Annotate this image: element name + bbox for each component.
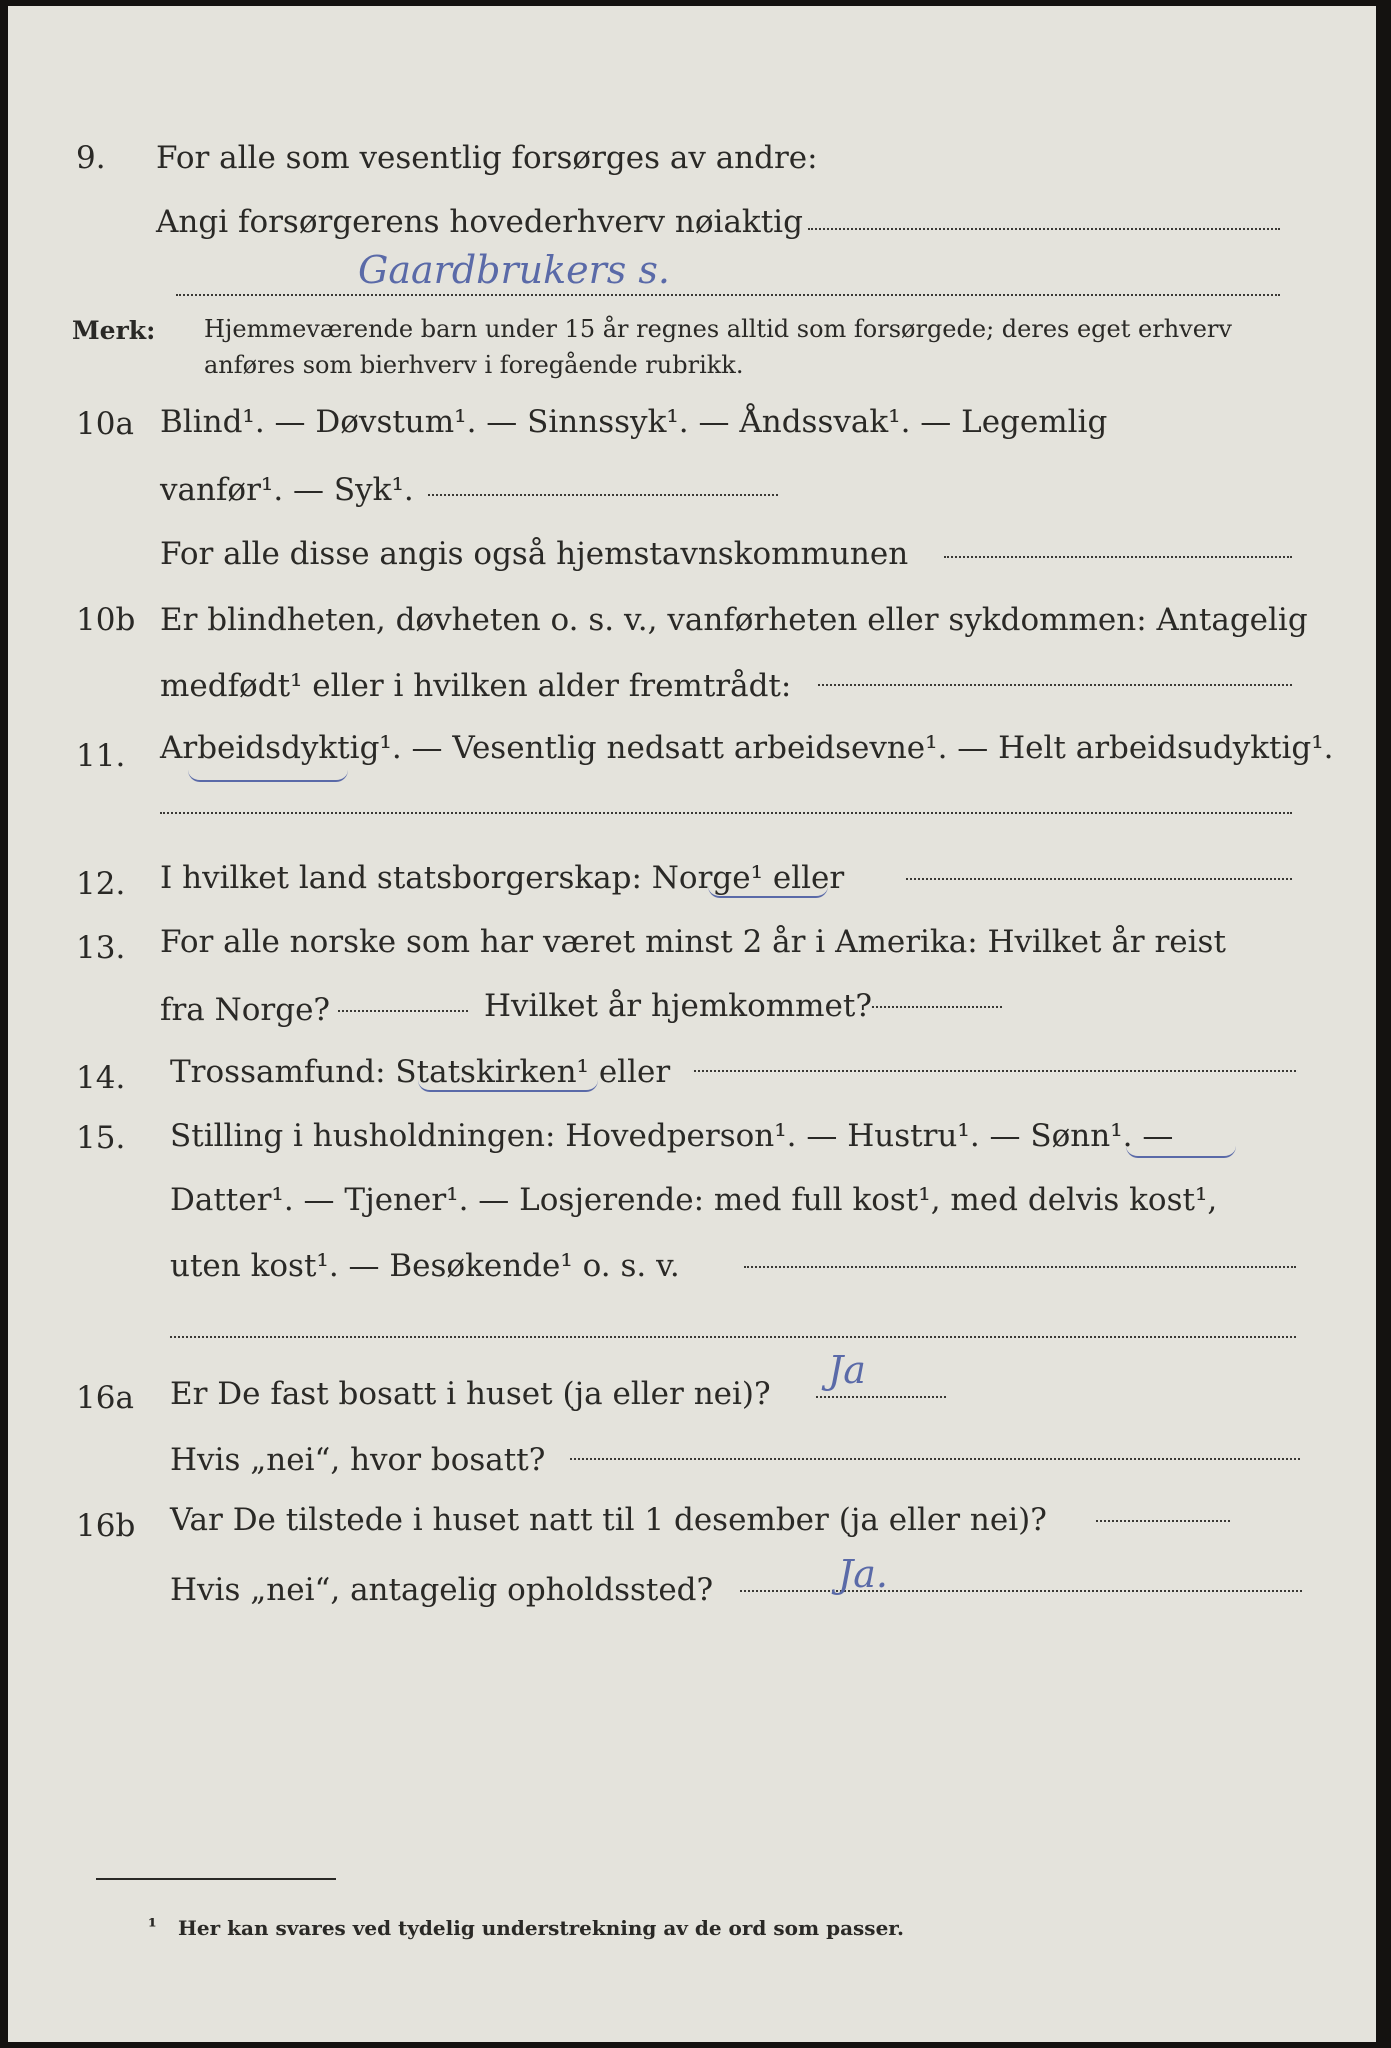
q16a-handwritten-answer: Ja xyxy=(828,1348,866,1392)
q16b-line2-dots xyxy=(740,1590,1302,1592)
q15-line3: uten kost¹. — Besøkende¹ o. s. v. xyxy=(170,1248,680,1284)
q16a-line1-dots xyxy=(816,1396,946,1398)
q15-line2: Datter¹. — Tjener¹. — Losjerende: med full kost¹, med delvis kost¹, xyxy=(170,1182,1218,1218)
q13-line2a: fra Norge? xyxy=(160,992,331,1028)
q11-number: 11. xyxy=(76,738,126,774)
q11-line1: Arbeidsdyktig¹. — Vesentlig nedsatt arbeidsevne¹. — Helt arbeidsudyktig¹. xyxy=(160,730,1334,766)
q10a-line2: vanfør¹. — Syk¹. xyxy=(160,472,414,508)
q11-answer-line xyxy=(160,812,1292,814)
q16b-number: 16b xyxy=(76,1508,136,1544)
q13-line2b-dots xyxy=(872,1006,1002,1008)
q9-line1: For alle som vesentlig forsørges av andre: xyxy=(156,140,818,176)
census-form-page xyxy=(8,6,1376,2042)
q16b-line1: Var De tilstede i huset natt til 1 desember (ja eller nei)? xyxy=(170,1502,1047,1538)
q14-line1-dots xyxy=(694,1070,1296,1072)
q16a-number: 16a xyxy=(76,1380,134,1416)
q9-handwritten-answer: Gaardbrukers s. xyxy=(358,248,670,292)
q16b-handwritten-answer: Ja. xyxy=(838,1552,888,1596)
footnote-marker: ¹ xyxy=(148,1914,157,1938)
q9-line2-dots xyxy=(808,228,1280,230)
q10b-line2: medfødt¹ eller i hvilken alder fremtrådt: xyxy=(160,668,792,704)
q16a-line2: Hvis „nei“, hvor bosatt? xyxy=(170,1442,546,1478)
q13-line2b: Hvilket år hjemkommet? xyxy=(484,988,872,1024)
q14-number: 14. xyxy=(76,1060,126,1096)
q15-answer-line xyxy=(170,1336,1296,1338)
q10a-number: 10a xyxy=(76,406,134,442)
q12-underline-mark xyxy=(708,886,828,898)
q10a-line3-dots xyxy=(944,556,1292,558)
q15-underline-mark xyxy=(1126,1146,1236,1158)
q9-line2: Angi forsørgerens hovederhverv nøiaktig xyxy=(156,204,803,240)
q13-number: 13. xyxy=(76,930,126,966)
q16b-line1-dots xyxy=(1096,1520,1230,1522)
q10b-number: 10b xyxy=(76,602,136,638)
q10a-line3: For alle disse angis også hjemstavnskommunen xyxy=(160,536,909,572)
q14-underline-mark xyxy=(418,1080,598,1092)
q13-line1: For alle norske som har været minst 2 år i Amerika: Hvilket år reist xyxy=(160,924,1226,960)
footnote-rule xyxy=(96,1878,336,1880)
q16a-line2-dots xyxy=(570,1458,1300,1460)
q14-line1: Trossamfund: Statskirken¹ eller xyxy=(170,1054,671,1090)
q10a-line2-dots xyxy=(428,494,778,496)
q12-line1-dots xyxy=(906,878,1292,880)
q15-number: 15. xyxy=(76,1120,126,1156)
q16a-line1: Er De fast bosatt i huset (ja eller nei)? xyxy=(170,1376,771,1412)
q10b-line2-dots xyxy=(818,684,1292,686)
footnote-text: Her kan svares ved tydelig understrekning av de ord som passer. xyxy=(178,1916,904,1940)
q16b-line2: Hvis „nei“, antagelig opholdssted? xyxy=(170,1572,714,1608)
merk-line1: Hjemmeværende barn under 15 år regnes alltid som forsørgede; deres eget erhverv xyxy=(204,315,1232,343)
merk-label: Merk: xyxy=(72,316,156,345)
q9-number: 9. xyxy=(76,140,106,176)
q15-line1: Stilling i husholdningen: Hovedperson¹. — Hustru¹. — Sønn¹. — xyxy=(170,1118,1174,1154)
q10a-line1: Blind¹. — Døvstum¹. — Sinnssyk¹. — Åndssvak¹. — Legemlig xyxy=(160,404,1108,440)
q15-line3-dots xyxy=(744,1266,1296,1268)
q12-line1: I hvilket land statsborgerskap: Norge¹ eller xyxy=(160,860,845,896)
q9-answer-line xyxy=(176,294,1280,296)
q13-line2a-dots xyxy=(338,1010,468,1012)
q11-underline-mark xyxy=(188,770,348,782)
q10b-line1: Er blindheten, døvheten o. s. v., vanførheten eller sykdommen: Antagelig xyxy=(160,602,1308,638)
q12-number: 12. xyxy=(76,866,126,902)
merk-line2: anføres som bierhverv i foregående rubrikk. xyxy=(204,351,744,379)
